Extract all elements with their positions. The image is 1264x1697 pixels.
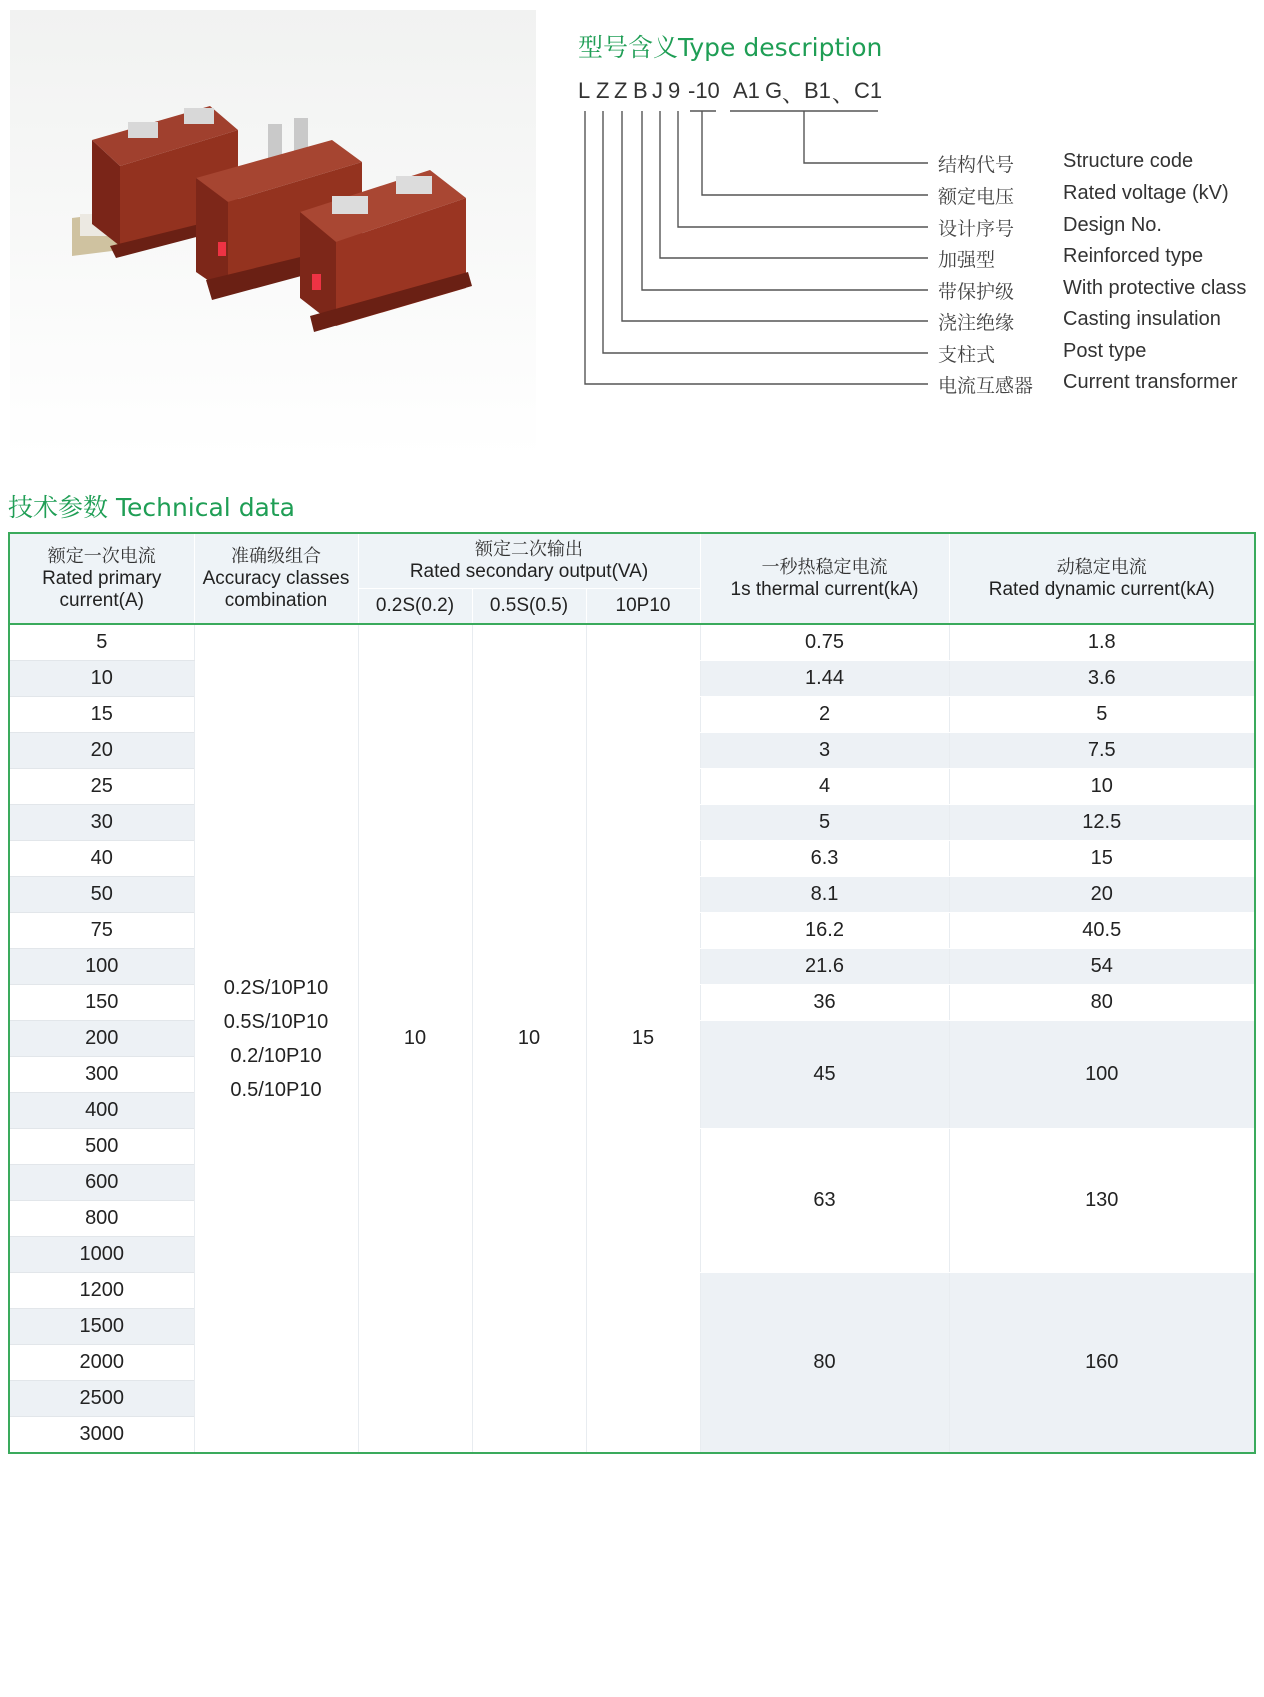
type-item-en: Design No. <box>1063 214 1162 236</box>
header-en: Accuracy classes combination <box>202 567 350 611</box>
type-item-cn: 带保护级 <box>938 281 1015 303</box>
code-char: 9 <box>668 78 681 103</box>
cell-rated-current: 2500 <box>9 1381 194 1417</box>
cell-dynamic-current: 1.8 <box>949 624 1255 661</box>
cell-thermal-current: 63 <box>700 1129 949 1273</box>
cell-rated-current: 1000 <box>9 1237 194 1273</box>
header-thermal-current <box>700 533 949 624</box>
cell-dynamic-current: 20 <box>949 877 1255 913</box>
header-rated-secondary-output <box>358 533 700 589</box>
code-char: C1 <box>854 78 883 103</box>
header-accuracy-classes <box>194 533 358 624</box>
cell-thermal-current: 6.3 <box>700 841 949 877</box>
table-row <box>9 624 1255 661</box>
cell-rated-current: 10 <box>9 661 194 697</box>
accuracy-combination: 0.2S/10P10 <box>223 976 329 999</box>
code-char: B <box>633 78 648 103</box>
cell-rated-current: 200 <box>9 1021 194 1057</box>
type-item-en: Reinforced type <box>1063 245 1204 267</box>
type-description-title: 型号含义Type description <box>578 33 883 62</box>
header-en: Rated dynamic current(kA) <box>988 578 1215 600</box>
cell-thermal-current: 45 <box>700 1021 949 1129</box>
type-item-cn: 浇注绝缘 <box>938 312 1015 334</box>
product-photo <box>10 10 536 458</box>
type-item-cn: 电流互感器 <box>938 375 1034 397</box>
header-rated-primary-current <box>9 533 194 624</box>
header-en: Rated secondary output(VA) <box>409 561 649 582</box>
header-en: 1s thermal current(kA) <box>730 578 919 600</box>
technical-data-table <box>8 532 1256 1454</box>
type-code <box>578 78 918 108</box>
cell-rated-current: 20 <box>9 733 194 769</box>
cell-dynamic-current: 12.5 <box>949 805 1255 841</box>
type-item-en: With protective class <box>1063 277 1247 299</box>
cell-thermal-current: 4 <box>700 769 949 805</box>
cell-rated-current: 600 <box>9 1165 194 1201</box>
cell-thermal-current: 5 <box>700 805 949 841</box>
accuracy-combination: 0.2/10P10 <box>230 1044 322 1067</box>
cell-output-class-05: 10 <box>472 624 586 1453</box>
cell-dynamic-current: 3.6 <box>949 661 1255 697</box>
type-connector-lines <box>578 108 938 388</box>
cell-thermal-current: 8.1 <box>700 877 949 913</box>
cell-accuracy-combinations <box>194 624 358 1453</box>
cell-rated-current: 500 <box>9 1129 194 1165</box>
header-cn: 额定二次输出 <box>475 539 583 560</box>
cell-rated-current: 25 <box>9 769 194 805</box>
header-class-05: 0.5S(0.5) <box>472 589 586 625</box>
type-item-cn: 设计序号 <box>938 218 1015 240</box>
cell-dynamic-current: 40.5 <box>949 913 1255 949</box>
cell-dynamic-current: 10 <box>949 769 1255 805</box>
cell-dynamic-current: 100 <box>949 1021 1255 1129</box>
header-cn: 动稳定电流 <box>1056 556 1147 578</box>
type-item-cn: 加强型 <box>938 249 996 271</box>
header-dynamic-current <box>949 533 1255 624</box>
cell-rated-current: 1500 <box>9 1309 194 1345</box>
cell-rated-current: 3000 <box>9 1417 194 1454</box>
cell-thermal-current: 2 <box>700 697 949 733</box>
cell-rated-current: 30 <box>9 805 194 841</box>
cell-rated-current: 150 <box>9 985 194 1021</box>
cell-rated-current: 5 <box>9 624 194 661</box>
header-cn: 一秒热稳定电流 <box>761 556 888 578</box>
cell-thermal-current: 21.6 <box>700 949 949 985</box>
cell-thermal-current: 36 <box>700 985 949 1021</box>
type-item-cn: 支柱式 <box>938 344 996 366</box>
cell-output-class-10p10: 15 <box>586 624 700 1453</box>
code-char: J <box>652 78 663 103</box>
type-item-cn: 结构代号 <box>938 154 1015 176</box>
header-cn: 额定一次电流 <box>47 545 156 567</box>
type-item-en: Post type <box>1063 340 1147 362</box>
code-char: A1 <box>733 78 760 103</box>
cell-dynamic-current: 7.5 <box>949 733 1255 769</box>
cell-thermal-current: 0.75 <box>700 624 949 661</box>
code-char: 、 <box>782 82 805 107</box>
header-en: Rated primary current(A) <box>42 567 162 611</box>
code-char: Z <box>614 78 628 103</box>
code-char: B1 <box>804 78 831 103</box>
code-char: -10 <box>688 78 720 103</box>
type-item-cn: 额定电压 <box>938 186 1015 208</box>
technical-data-title: 技术参数 Technical data <box>8 493 295 522</box>
cell-dynamic-current: 5 <box>949 697 1255 733</box>
cell-rated-current: 2000 <box>9 1345 194 1381</box>
cell-rated-current: 15 <box>9 697 194 733</box>
accuracy-combination: 0.5/10P10 <box>230 1078 322 1101</box>
cell-dynamic-current: 54 <box>949 949 1255 985</box>
header-class-10p10: 10P10 <box>586 589 700 625</box>
cell-rated-current: 400 <box>9 1093 194 1129</box>
cell-rated-current: 100 <box>9 949 194 985</box>
cell-rated-current: 50 <box>9 877 194 913</box>
cell-thermal-current: 16.2 <box>700 913 949 949</box>
type-item-en: Structure code <box>1063 150 1194 172</box>
cell-dynamic-current: 15 <box>949 841 1255 877</box>
type-item-en: Casting insulation <box>1063 308 1221 330</box>
cell-rated-current: 800 <box>9 1201 194 1237</box>
header-cn: 准确级组合 <box>231 545 321 567</box>
accuracy-combination: 0.5S/10P10 <box>223 1010 329 1033</box>
cell-thermal-current: 80 <box>700 1273 949 1454</box>
cell-rated-current: 1200 <box>9 1273 194 1309</box>
code-char: L <box>578 78 591 103</box>
code-char: Z <box>596 78 610 103</box>
cell-dynamic-current: 80 <box>949 985 1255 1021</box>
code-char: G <box>765 78 783 103</box>
cell-output-class-02: 10 <box>358 624 472 1453</box>
cell-thermal-current: 3 <box>700 733 949 769</box>
header-class-02: 0.2S(0.2) <box>358 589 472 625</box>
code-char: 、 <box>832 82 855 107</box>
cell-thermal-current: 1.44 <box>700 661 949 697</box>
type-item-en: Current transformer <box>1063 371 1238 393</box>
cell-rated-current: 75 <box>9 913 194 949</box>
cell-dynamic-current: 160 <box>949 1273 1255 1454</box>
cell-dynamic-current: 130 <box>949 1129 1255 1273</box>
type-item-en: Rated voltage (kV) <box>1063 182 1229 204</box>
cell-rated-current: 40 <box>9 841 194 877</box>
cell-rated-current: 300 <box>9 1057 194 1093</box>
